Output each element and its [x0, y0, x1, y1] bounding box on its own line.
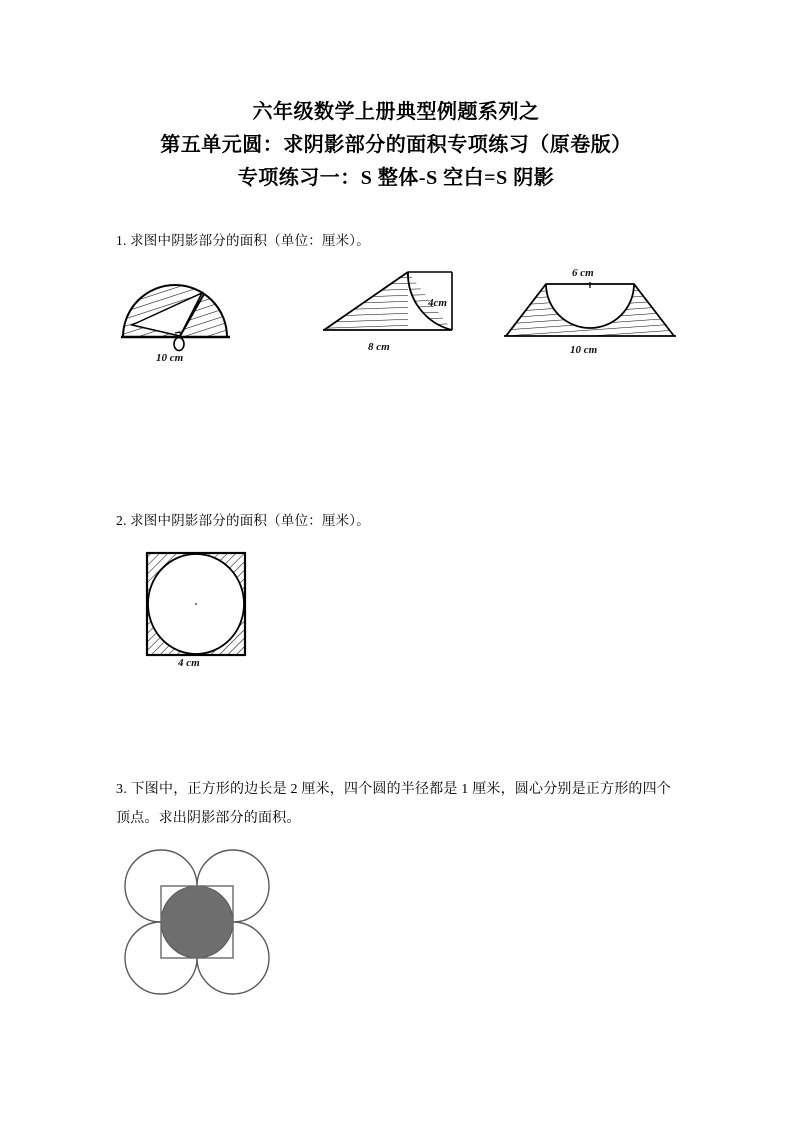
figure-square-inscribed-circle	[128, 542, 258, 667]
question-2-text: 2. 求图中阴影部分的面积（单位：厘米）。	[116, 513, 370, 528]
page-title-block	[96, 96, 696, 195]
figure-2a-label-side: 4 cm	[178, 657, 200, 669]
question-3-text: 3. 下图中，正方形的边长是 2 厘米，四个圆的半径都是 1 厘米，圆心分别是正方形的四个顶点。求出阴影部分的面积。	[116, 782, 671, 826]
figure-1c-label-base: 10 cm	[570, 344, 598, 356]
figure-four-circles-square	[118, 838, 268, 983]
figure-1b-label-base: 8 cm	[368, 341, 390, 353]
question-1-text: 1. 求图中阴影部分的面积（单位：厘米）。	[116, 233, 370, 248]
figure-1b-label-height: 4cm	[428, 297, 447, 309]
figure-1a-label-base: 10 cm	[156, 352, 184, 364]
figure-triangle-quarter-circle	[322, 262, 482, 367]
figure-trapezoid-semicircle	[498, 258, 703, 368]
figure-semicircle-inscribed-triangle	[118, 262, 248, 367]
page-title-line-3: 专项练习一：S 整体-S 空白=S 阴影	[237, 167, 555, 189]
figure-1c-label-top: 6 cm	[572, 267, 594, 279]
page-title-line-1: 六年级数学上册典型例题系列之	[252, 101, 540, 123]
astroid-shaded-region	[161, 886, 233, 958]
page-title-line-2: 第五单元圆：求阴影部分的面积专项练习（原卷版）	[160, 134, 632, 156]
